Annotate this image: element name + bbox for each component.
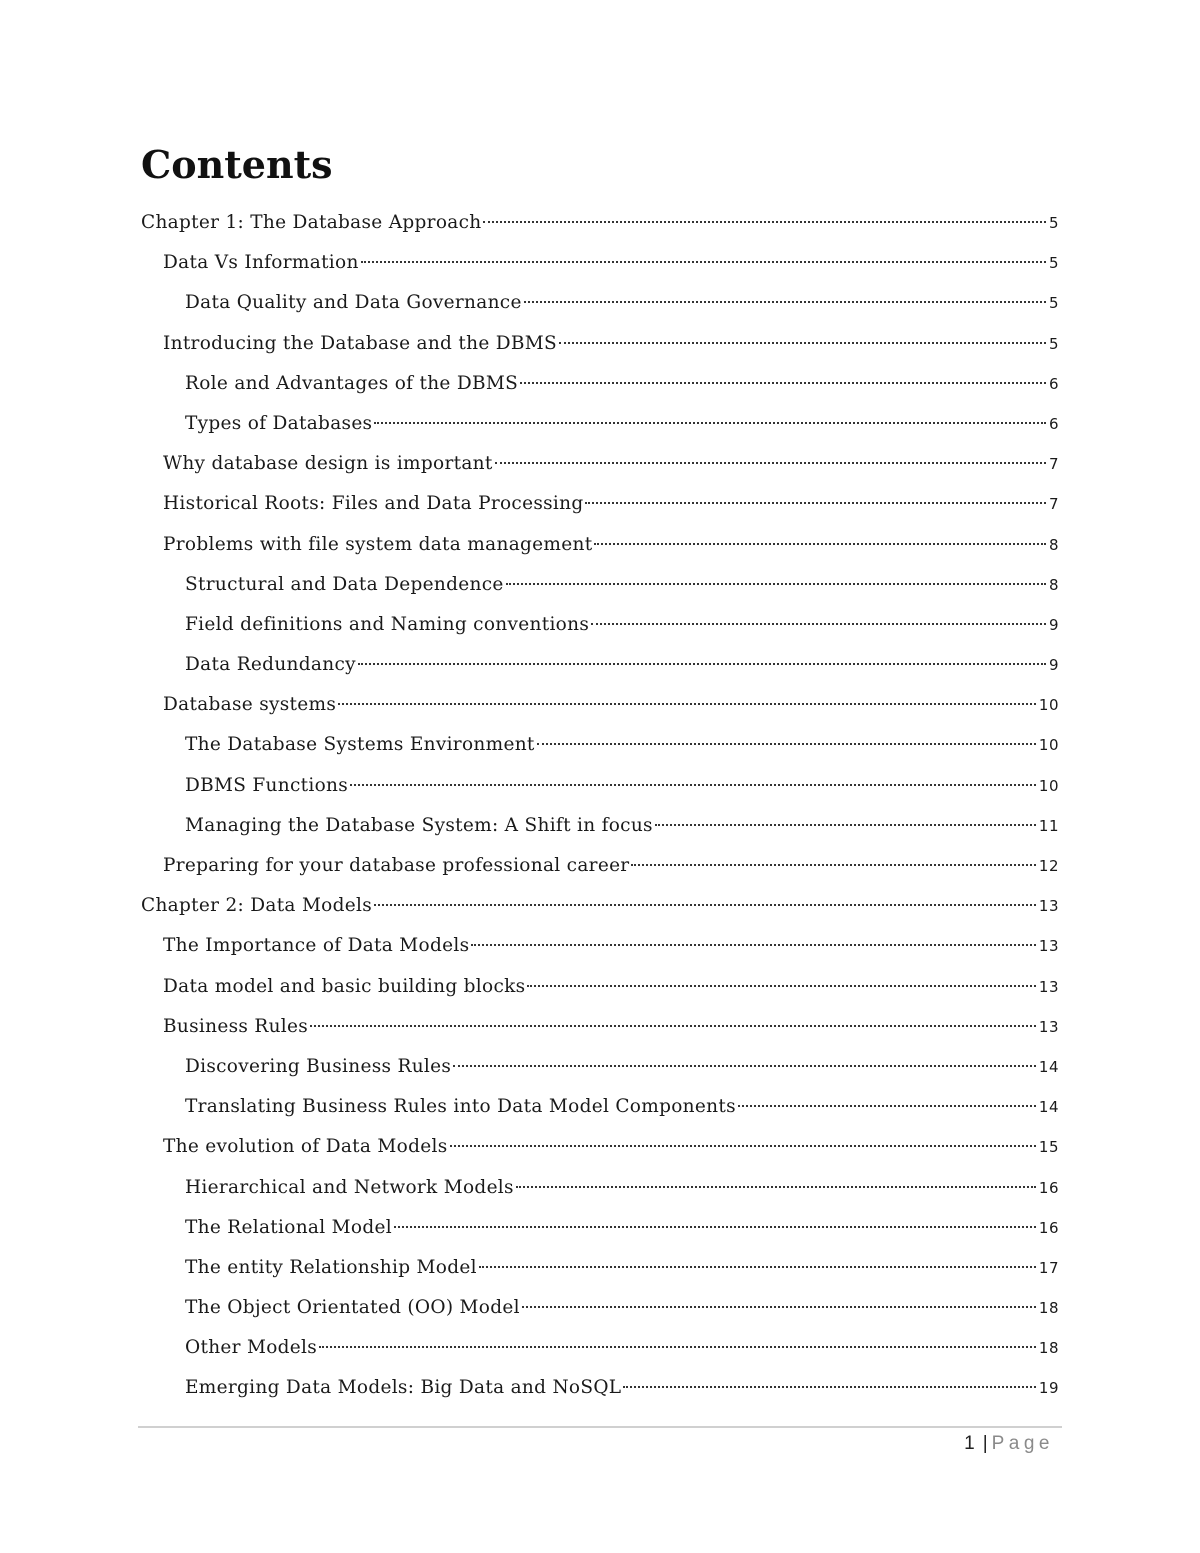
toc-entry-page[interactable]: 13 bbox=[1038, 937, 1059, 956]
toc-dot-leader bbox=[338, 703, 1036, 705]
toc-entry[interactable] bbox=[141, 1168, 1059, 1208]
toc-entry-page[interactable]: 13 bbox=[1038, 977, 1059, 996]
toc-dot-leader bbox=[585, 502, 1045, 504]
toc-entry-page[interactable]: 16 bbox=[1038, 1178, 1059, 1197]
toc-dot-leader bbox=[594, 543, 1046, 545]
toc-entry-title[interactable]: The entity Relationship Model bbox=[185, 1256, 477, 1278]
toc-dot-leader bbox=[506, 583, 1046, 585]
toc-dot-leader bbox=[358, 663, 1046, 665]
toc-entry-title[interactable]: Chapter 1: The Database Approach bbox=[141, 212, 482, 233]
toc-entry[interactable] bbox=[141, 565, 1059, 605]
toc-entry-title[interactable]: Business Rules bbox=[163, 1015, 309, 1037]
toc-entry[interactable] bbox=[141, 1047, 1059, 1087]
toc-entry-title[interactable]: Database systems bbox=[163, 694, 337, 716]
toc-entry-title[interactable]: The Importance of Data Models bbox=[163, 935, 470, 957]
toc-entry-title[interactable]: Data model and basic building blocks bbox=[163, 975, 526, 997]
toc-entry-page[interactable]: 5 bbox=[1048, 214, 1059, 232]
toc-entry-page[interactable]: 9 bbox=[1048, 615, 1059, 634]
toc-entry-page[interactable]: 18 bbox=[1038, 1339, 1059, 1358]
toc-entry-title[interactable]: Other Models bbox=[185, 1337, 318, 1359]
toc-entry-title[interactable]: Translating Business Rules into Data Model Components bbox=[185, 1096, 736, 1118]
toc-dot-leader bbox=[516, 1186, 1036, 1188]
toc-entry-page[interactable]: 15 bbox=[1038, 1138, 1059, 1157]
toc-dot-leader bbox=[623, 1386, 1036, 1388]
toc-dot-leader bbox=[559, 342, 1046, 344]
toc-entry-page[interactable]: 10 bbox=[1038, 776, 1059, 795]
toc-entry-page[interactable]: 5 bbox=[1048, 334, 1059, 353]
toc-entry-title[interactable]: Managing the Database System: A Shift in focus bbox=[185, 814, 653, 836]
toc-dot-leader bbox=[450, 1145, 1036, 1147]
toc-dot-leader bbox=[738, 1105, 1036, 1107]
toc-entry-page[interactable]: 7 bbox=[1048, 495, 1059, 514]
toc-entry-page[interactable]: 13 bbox=[1038, 897, 1059, 916]
toc-dot-leader bbox=[524, 301, 1046, 303]
toc-entry-title[interactable]: Problems with file system data management bbox=[163, 533, 593, 555]
toc-entry-page[interactable]: 6 bbox=[1048, 374, 1059, 393]
table-of-contents bbox=[141, 203, 1059, 1409]
toc-entry-title[interactable]: Discovering Business Rules bbox=[185, 1055, 452, 1077]
toc-entry-page[interactable]: 14 bbox=[1038, 1098, 1059, 1117]
toc-entry-page[interactable]: 7 bbox=[1048, 455, 1059, 474]
toc-dot-leader bbox=[522, 1306, 1036, 1308]
toc-entry-page[interactable]: 19 bbox=[1038, 1379, 1059, 1398]
toc-entry-title[interactable]: Types of Databases bbox=[185, 412, 373, 434]
toc-dot-leader bbox=[591, 623, 1046, 625]
toc-entry-title[interactable]: Structural and Data Dependence bbox=[185, 573, 504, 595]
toc-entry-page[interactable]: 8 bbox=[1048, 535, 1059, 554]
toc-entry-title[interactable]: The evolution of Data Models bbox=[163, 1136, 448, 1158]
toc-entry[interactable] bbox=[141, 725, 1059, 765]
toc-entry[interactable] bbox=[141, 1368, 1059, 1408]
toc-entry-page[interactable]: 6 bbox=[1048, 414, 1059, 433]
toc-entry[interactable] bbox=[141, 846, 1059, 886]
toc-entry[interactable] bbox=[141, 645, 1059, 685]
toc-entry-page[interactable]: 8 bbox=[1048, 575, 1059, 594]
toc-entry-title[interactable]: Data Vs Information bbox=[163, 252, 359, 274]
toc-entry-title[interactable]: Role and Advantages of the DBMS bbox=[185, 372, 519, 394]
toc-entry-title[interactable]: Introducing the Database and the DBMS bbox=[163, 332, 557, 354]
toc-entry[interactable] bbox=[141, 766, 1059, 806]
toc-entry-page[interactable]: 18 bbox=[1038, 1299, 1059, 1318]
toc-entry-title[interactable]: The Database Systems Environment bbox=[185, 734, 535, 756]
toc-dot-leader bbox=[479, 1266, 1036, 1268]
toc-dot-leader bbox=[374, 904, 1036, 906]
toc-entry[interactable] bbox=[141, 886, 1059, 926]
toc-entry[interactable] bbox=[141, 364, 1059, 404]
toc-entry-title[interactable]: DBMS Functions bbox=[185, 774, 349, 796]
toc-entry[interactable] bbox=[141, 685, 1059, 725]
toc-entry-page[interactable]: 17 bbox=[1038, 1258, 1059, 1277]
toc-entry-page[interactable]: 10 bbox=[1038, 736, 1059, 755]
footer-separator: | bbox=[982, 1433, 988, 1454]
toc-entry-page[interactable]: 5 bbox=[1048, 294, 1059, 313]
toc-entry[interactable] bbox=[141, 1087, 1059, 1127]
toc-entry-title[interactable]: Data Quality and Data Governance bbox=[185, 292, 522, 314]
toc-entry[interactable] bbox=[141, 1248, 1059, 1288]
toc-dot-leader bbox=[374, 422, 1046, 424]
toc-entry-title[interactable]: Historical Roots: Files and Data Processing bbox=[163, 493, 584, 515]
toc-entry[interactable] bbox=[141, 1328, 1059, 1368]
toc-entry[interactable] bbox=[141, 967, 1059, 1007]
toc-entry-title[interactable]: The Object Orientated (OO) Model bbox=[185, 1297, 520, 1319]
toc-dot-leader bbox=[483, 221, 1045, 223]
toc-entry[interactable] bbox=[141, 404, 1059, 444]
toc-entry-page[interactable]: 14 bbox=[1038, 1057, 1059, 1076]
toc-entry[interactable] bbox=[141, 324, 1059, 364]
page-title: Contents bbox=[141, 142, 333, 187]
toc-entry-title[interactable]: Field definitions and Naming conventions bbox=[185, 613, 590, 635]
toc-entry[interactable] bbox=[141, 484, 1059, 524]
toc-dot-leader bbox=[361, 261, 1046, 263]
toc-dot-leader bbox=[495, 462, 1046, 464]
toc-dot-leader bbox=[655, 824, 1036, 826]
toc-dot-leader bbox=[350, 784, 1036, 786]
toc-dot-leader bbox=[520, 382, 1046, 384]
toc-dot-leader bbox=[310, 1025, 1036, 1027]
toc-entry[interactable] bbox=[141, 1288, 1059, 1328]
toc-entry-page[interactable]: 16 bbox=[1038, 1218, 1059, 1237]
toc-entry[interactable] bbox=[141, 283, 1059, 323]
toc-entry[interactable] bbox=[141, 806, 1059, 846]
toc-entry[interactable] bbox=[141, 1127, 1059, 1167]
footer-page-label: Page bbox=[991, 1433, 1054, 1454]
toc-entry-page[interactable]: 12 bbox=[1038, 857, 1059, 875]
toc-dot-leader bbox=[527, 985, 1035, 987]
toc-dot-leader bbox=[631, 864, 1035, 866]
toc-dot-leader bbox=[319, 1346, 1036, 1348]
toc-entry-page[interactable]: 13 bbox=[1038, 1017, 1059, 1036]
toc-dot-leader bbox=[537, 743, 1036, 745]
toc-entry[interactable] bbox=[141, 243, 1059, 283]
toc-entry-page[interactable]: 5 bbox=[1048, 254, 1059, 273]
page-footer bbox=[964, 1431, 1054, 1457]
toc-entry[interactable] bbox=[141, 605, 1059, 645]
toc-entry-title[interactable]: Chapter 2: Data Models bbox=[141, 895, 373, 917]
toc-dot-leader bbox=[453, 1065, 1036, 1067]
toc-entry[interactable] bbox=[141, 1208, 1059, 1248]
toc-entry-title[interactable]: The Relational Model bbox=[185, 1216, 392, 1238]
toc-entry[interactable] bbox=[141, 1007, 1059, 1047]
footer-divider bbox=[138, 1426, 1062, 1428]
toc-entry[interactable] bbox=[141, 525, 1059, 565]
footer-page-number: 1 bbox=[964, 1433, 975, 1454]
toc-entry-page[interactable]: 10 bbox=[1038, 696, 1059, 715]
toc-entry[interactable] bbox=[141, 926, 1059, 966]
toc-entry-title[interactable]: Why database design is important bbox=[163, 453, 493, 475]
toc-dot-leader bbox=[471, 944, 1036, 946]
toc-entry-title[interactable]: Preparing for your database professional career bbox=[163, 855, 630, 876]
toc-entry-title[interactable]: Emerging Data Models: Big Data and NoSQL bbox=[185, 1377, 622, 1399]
toc-entry[interactable] bbox=[141, 203, 1059, 243]
toc-dot-leader bbox=[394, 1226, 1036, 1228]
toc-entry-page[interactable]: 11 bbox=[1038, 816, 1059, 835]
toc-entry-title[interactable]: Hierarchical and Network Models bbox=[185, 1176, 514, 1198]
toc-entry[interactable] bbox=[141, 444, 1059, 484]
toc-entry-page[interactable]: 9 bbox=[1048, 656, 1059, 675]
toc-entry-title[interactable]: Data Redundancy bbox=[185, 654, 356, 676]
